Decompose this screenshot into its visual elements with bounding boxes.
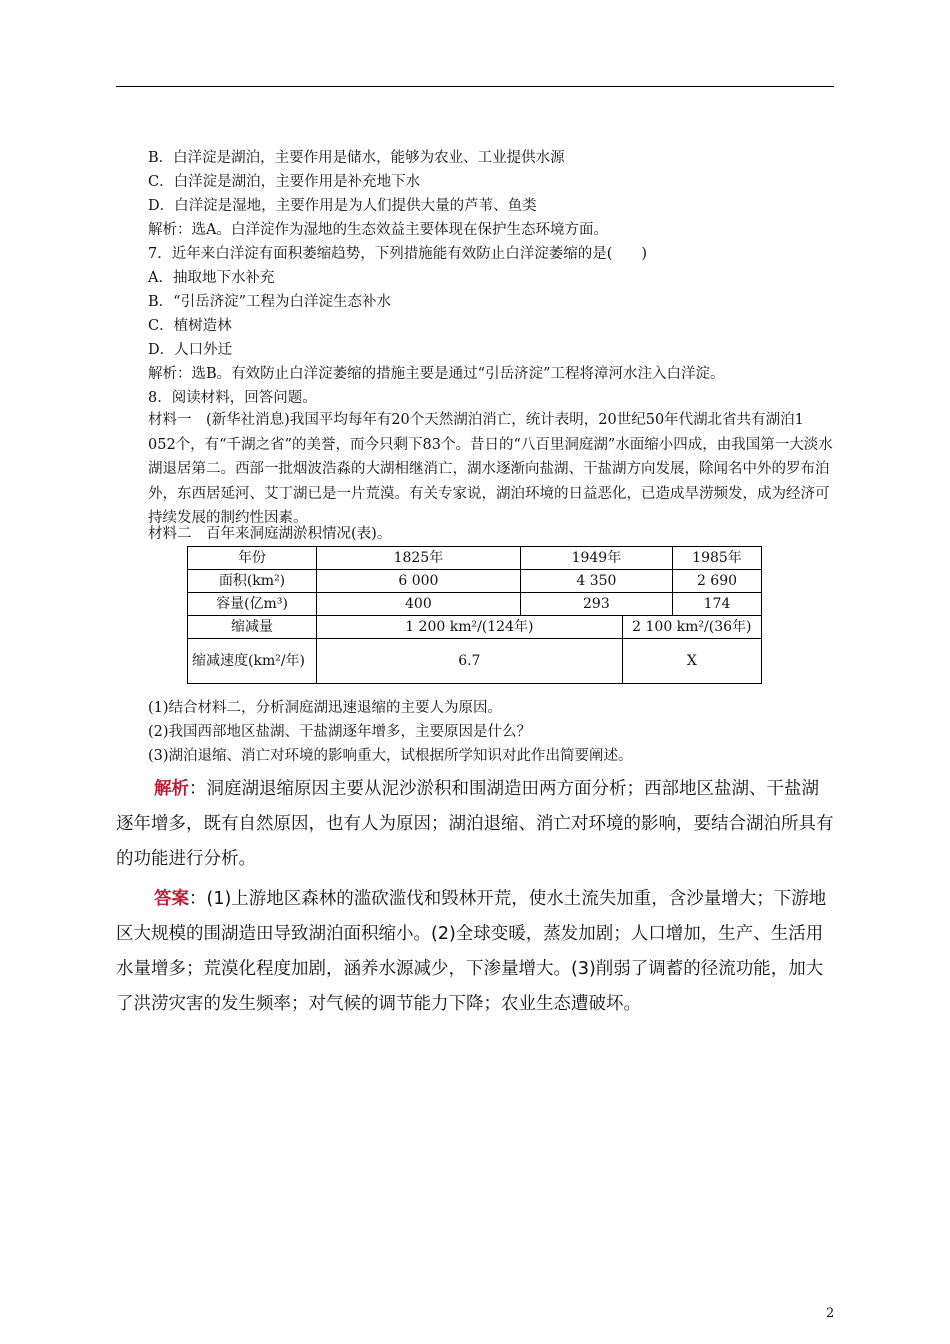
table-cell: 293 [520, 593, 672, 616]
analysis-6: 解析：选A。白洋淀作为湿地的生态效益主要体现在保护生态环境方面。 [148, 222, 608, 238]
table-row [188, 593, 762, 616]
silting-table [187, 546, 762, 684]
header-rule [116, 86, 834, 87]
option-b: B．白洋淀是湖泊，主要作用是储水，能够为农业、工业提供水源 [148, 150, 565, 166]
option-c: C．白洋淀是湖泊，主要作用是补充地下水 [148, 174, 421, 190]
sub-question-2: (2)我国西部地区盐湖、干盐湖逐年增多，主要原因是什么？ [148, 724, 532, 740]
table-row [188, 616, 762, 639]
q7-option-d: D．人口外迁 [148, 342, 233, 358]
table-row [188, 639, 762, 684]
answer-text: ：(1)上游地区森林的滥砍滥伐和毁林开荒，使水土流失加重，含沙量增大；下游地区大规模的围湖造田导致湖泊面积缩小。(2)全球变暖，蒸发加剧；人口增加，生产、生活用水量增多；荒漠化程度加剧，涵养水源减少，下渗量增大。(3)削弱了调蓄的径流功能，加大了洪涝灾害的发生频率；对气候的调节能力下降；农业生态遭破坏。 [116, 889, 827, 1014]
table-cell: 1825年 [317, 547, 521, 570]
table-cell: 1 200 km²/(124年) [317, 616, 623, 639]
table-cell: 缩减量 [188, 616, 317, 639]
table-cell: 缩减速度(km²/年) [188, 639, 317, 684]
material-2-title: 材料二 百年来洞庭湖淤积情况(表)。 [148, 526, 392, 542]
q7-option-c: C．植树造林 [148, 318, 232, 334]
table-cell: 6 000 [317, 570, 521, 593]
sub-question-3: (3)湖泊退缩、消亡对环境的影响重大，试根据所学知识对此作出简要阐述。 [148, 748, 633, 764]
table-cell: 1985年 [673, 547, 762, 570]
analysis-text: ：洞庭湖退缩原因主要从泥沙淤积和围湖造田两方面分析；西部地区盐湖、干盐湖逐年增多，既有自然原因，也有人为原因；湖泊退缩、消亡对环境的影响，要结合湖泊所具有的功能进行分析。 [116, 779, 834, 869]
question-7: 7．近年来白洋淀有面积萎缩趋势，下列措施能有效防止白洋淀萎缩的是( ) [148, 246, 648, 262]
material-1: 材料一 (新华社消息)我国平均每年有20个天然湖泊消亡，统计表明，20世纪50年代湖北省共有湖泊1 052个，有“千湖之省”的美誉，而今只剩下83个。昔日的“八百里洞庭湖”水面缩小四成，由我国第一大淡水湖退居第二。西部一批烟波浩淼的大湖相继消亡，湖水逐渐向盐湖、干盐湖方向发展，除闻名中外的罗布泊外，东西居延河、艾丁湖已是一片荒漠。有关专家说，湖泊环境的日益恶化，已造成旱涝频发，成为经济可持续发展的制约性因素。 [148, 412, 833, 526]
page-number: 2 [826, 1306, 835, 1321]
table-cell: 1949年 [520, 547, 672, 570]
table-cell: X [622, 639, 761, 684]
analysis-label: 解析 [154, 779, 189, 799]
analysis-block [116, 772, 836, 877]
option-d: D．白洋淀是湿地，主要作用是为人们提供大量的芦苇、鱼类 [148, 198, 537, 214]
q7-option-b: B．“引岳济淀”工程为白洋淀生态补水 [148, 294, 391, 310]
table-cell: 2 100 km²/(36年) [622, 616, 761, 639]
table-cell: 4 350 [520, 570, 672, 593]
table-cell: 容量(亿m³) [188, 593, 317, 616]
sub-question-1: (1)结合材料二，分析洞庭湖迅速退缩的主要人为原因。 [148, 700, 503, 716]
table-row [188, 547, 762, 570]
table-row [188, 570, 762, 593]
table-cell: 6.7 [317, 639, 623, 684]
answer-block [116, 882, 836, 1022]
table-cell: 2 690 [673, 570, 762, 593]
answer-label: 答案 [154, 889, 189, 909]
question-8: 8．阅读材料，回答问题。 [148, 390, 317, 406]
analysis-7: 解析：选B。有效防止白洋淀萎缩的措施主要是通过“引岳济淀”工程将漳河水注入白洋淀。 [148, 366, 725, 382]
q7-option-a: A．抽取地下水补充 [148, 270, 275, 286]
table-cell: 174 [673, 593, 762, 616]
table-cell: 400 [317, 593, 521, 616]
table-cell: 年份 [188, 547, 317, 570]
table-cell: 面积(km²) [188, 570, 317, 593]
